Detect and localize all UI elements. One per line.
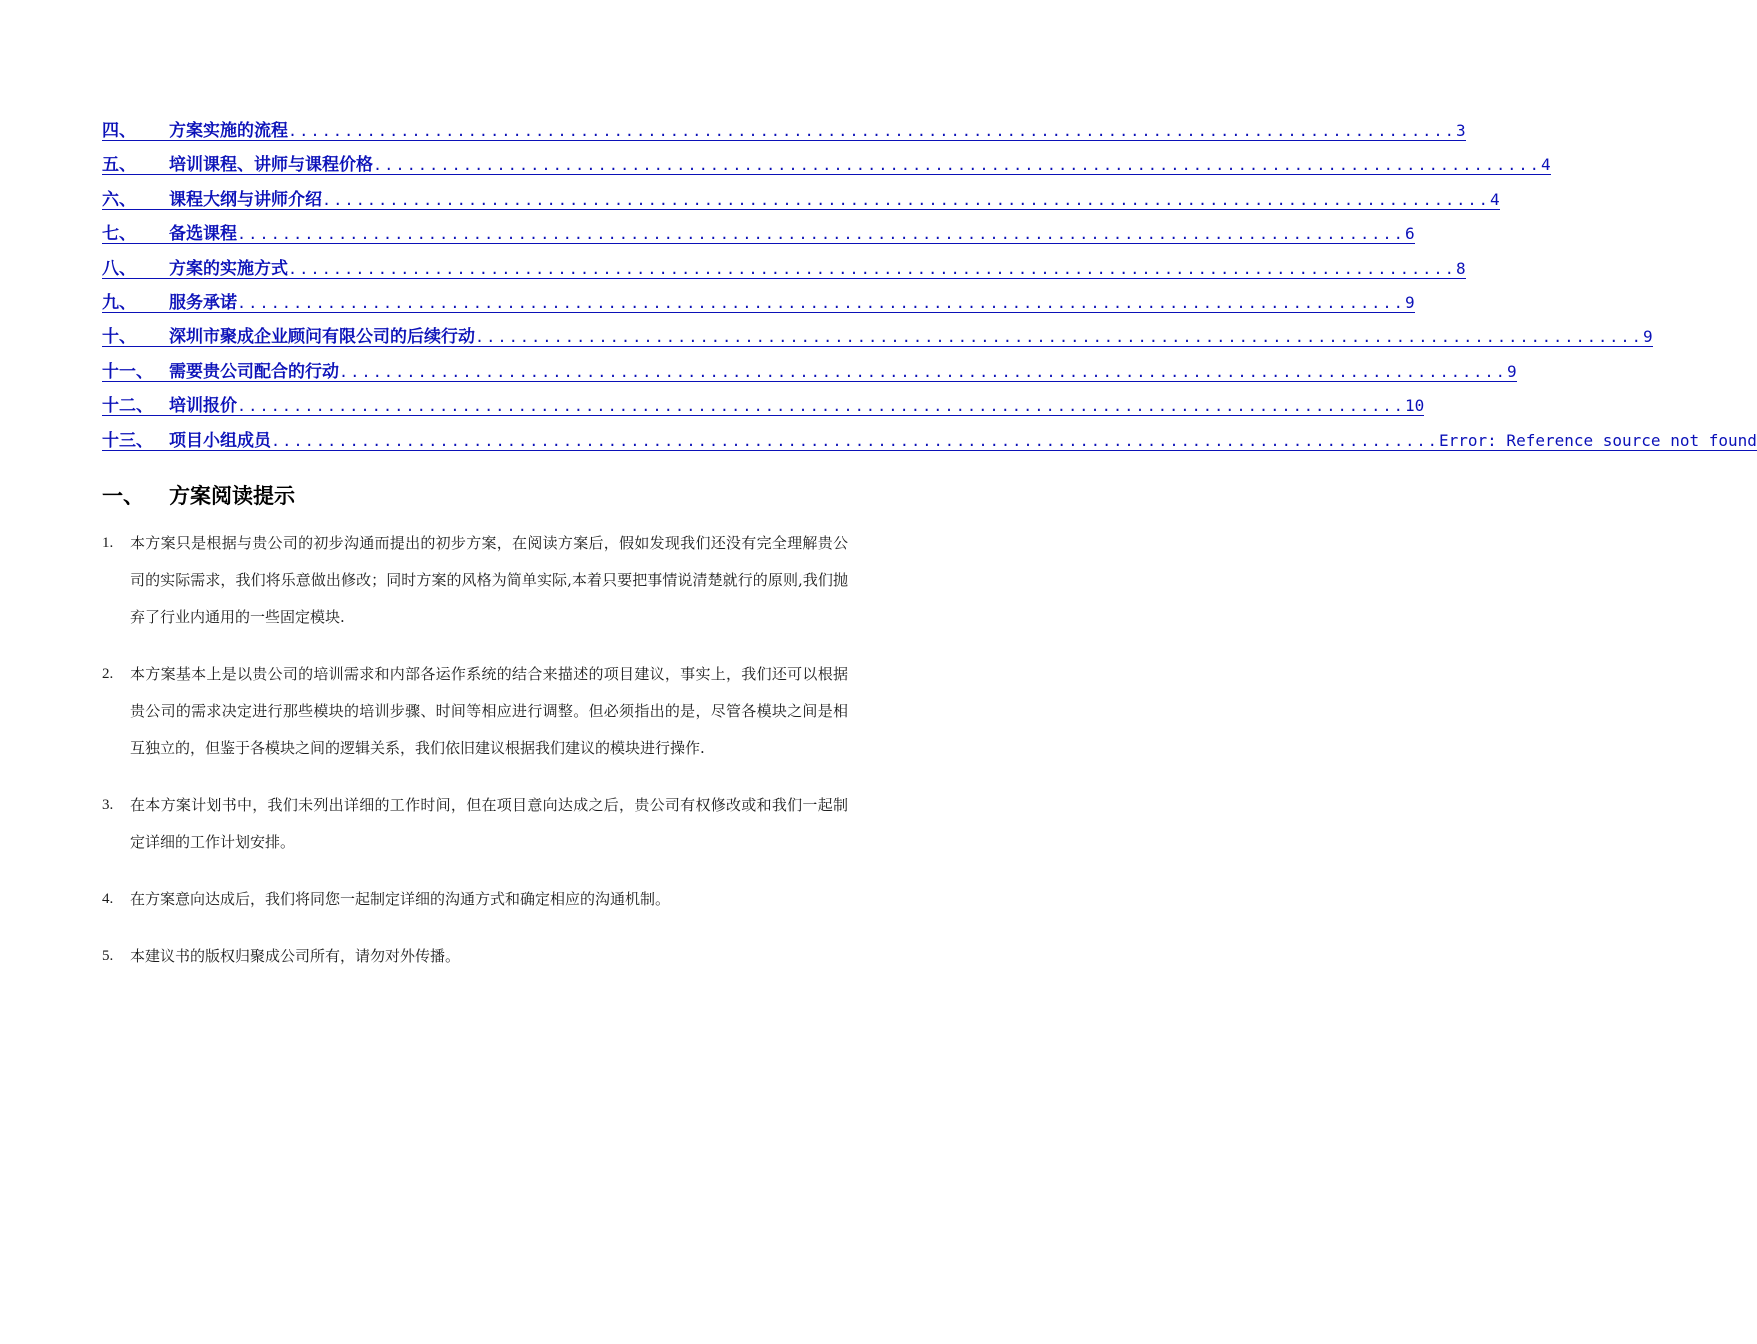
toc-link-5[interactable] [102,155,1551,190]
table-of-contents [102,121,1757,466]
toc-page-number: 4 [1541,155,1551,175]
toc-number: 八、 [102,260,169,279]
toc-page-number: 3 [1456,121,1466,140]
list-item-text: 本建议书的版权归聚成公司所有，请勿对外传播。 [130,947,461,965]
toc-leader-dots: ........................................................................................................ [288,122,1456,140]
toc-number: 六、 [102,191,169,210]
toc-leader-dots: ........................................................................................................ [271,431,1439,450]
toc-leader-dots: ........................................................................................................ [373,156,1541,175]
toc-title: 深圳市聚成企业顾问有限公司的后续行动 [169,327,475,348]
toc-title: 需要贵公司配合的行动 [169,361,339,382]
list-item [102,787,848,861]
toc-number: 七、 [102,225,169,244]
section-heading [102,480,295,510]
list-item [102,525,848,636]
toc-leader-dots: ........................................................................................................ [237,397,1405,416]
toc-link-6[interactable] [102,189,1500,225]
toc-title: 培训报价 [169,396,237,417]
list-item-text: 在方案意向达成后，我们将同您一起制定详细的沟通方式和确定相应的沟通机制。 [130,890,671,908]
list-item-text: 在本方案计划书中，我们未列出详细的工作时间，但在项目意向达成之后，贵公司有权修改或和我们一起制定详细的工作计划安排。 [130,796,848,851]
toc-link-13[interactable] [102,430,1757,466]
list-item-number: 4. [102,891,114,907]
toc-number: 四、 [102,122,169,141]
toc-title: 课程大纲与讲师介绍 [169,189,322,210]
section-number: 一、 [102,484,144,508]
toc-number: 十、 [102,328,169,347]
list-item-number: 1. [102,535,114,551]
toc-title: 服务承诺 [169,292,237,313]
toc-leader-dots: ........................................................................................................ [237,225,1405,244]
toc-link-11[interactable] [102,361,1517,397]
toc-number: 九、 [102,294,169,313]
toc-page-number: 6 [1405,224,1415,244]
toc-link-8[interactable] [102,258,1466,294]
toc-link-9[interactable] [102,292,1415,328]
toc-number: 五、 [102,156,169,175]
toc-number: 十一、 [102,363,169,382]
list-item [102,656,848,767]
toc-link-7[interactable] [102,224,1415,259]
toc-page-number: 9 [1643,327,1653,347]
toc-leader-dots: ........................................................................................................ [288,259,1456,278]
toc-title: 方案的实施方式 [169,258,288,279]
list-item-text: 本方案基本上是以贵公司的培训需求和内部各运作系统的结合来描述的项目建议，事实上，我们还可以根据贵公司的需求决定进行那些模块的培训步骤、时间等相应进行调整。但必须指出的是，尽管各模块之间是相互独立的，但鉴于各模块之间的逻辑关系，我们依旧建议根据我们建议的模块进行操作. [130,665,848,757]
toc-title: 方案实施的流程 [169,121,288,141]
toc-title: 备选课程 [169,224,237,245]
toc-leader-dots: ........................................................................................................ [322,190,1490,209]
toc-page-number: 9 [1507,361,1517,381]
list-item [102,881,848,918]
toc-page-number: 4 [1490,189,1500,209]
toc-page-number: 8 [1456,258,1466,278]
toc-number: 十二、 [102,397,169,416]
list-item [102,938,848,975]
reading-notes-list [102,525,848,995]
toc-leader-dots: ........................................................................................................ [237,293,1405,312]
toc-leader-dots: ........................................................................................................ [339,362,1507,381]
list-item-number: 2. [102,666,114,682]
list-item-number: 3. [102,797,114,813]
toc-page-number: 10 [1405,396,1425,416]
toc-leader-dots: ........................................................................................................ [475,328,1643,347]
toc-link-12[interactable] [102,396,1425,431]
toc-title: 项目小组成员 [169,430,271,451]
list-item-text: 本方案只是根据与贵公司的初步沟通而提出的初步方案，在阅读方案后，假如发现我们还没有完全理解贵公司的实际需求，我们将乐意做出修改；同时方案的风格为简单实际,本着只要把事情说清楚就行的原则,我们抛弃了行业内通用的一些固定模块. [130,534,848,626]
toc-page-number: 9 [1405,292,1415,312]
toc-number: 十三、 [102,432,169,451]
toc-title: 培训课程、讲师与课程价格 [169,155,373,176]
toc-error-text: Error: Reference source not found [1439,430,1757,450]
list-item-number: 5. [102,948,114,964]
section-title-text: 方案阅读提示 [169,484,295,508]
toc-link-4[interactable] [102,121,1466,156]
toc-link-10[interactable] [102,327,1653,362]
